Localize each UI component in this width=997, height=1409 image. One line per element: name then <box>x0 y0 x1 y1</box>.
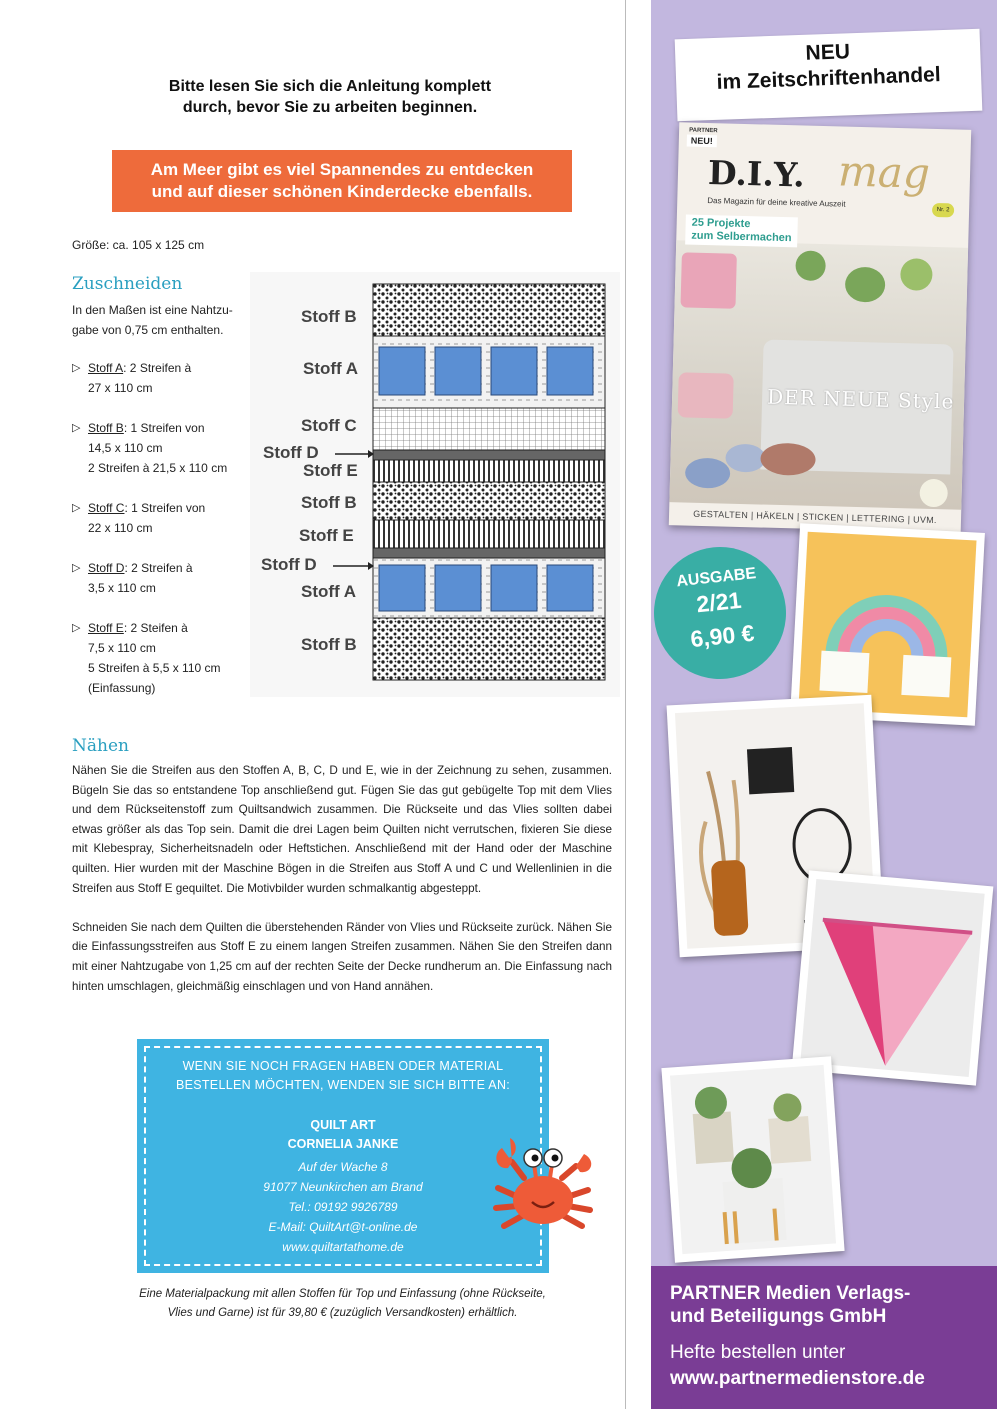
mag-title: D.I.Y. <box>707 153 806 195</box>
zuschneiden-intro-line-1: In den Maßen ist eine Nahtzu- <box>72 303 233 317</box>
diagram-label: Stoff D <box>263 443 319 462</box>
cutting-item-stoff-c <box>72 498 247 538</box>
mag-tagline: Das Magazin für deine kreative Auszeit <box>707 196 846 209</box>
plants-image <box>670 1065 836 1254</box>
rainbow-image <box>798 532 976 718</box>
cutting-item-stoff-e <box>72 618 247 698</box>
diagram-label: Stoff D <box>261 555 317 574</box>
strip-stoff-c <box>373 408 605 450</box>
intro-line-2: durch, bevor Sie zu arbeiten beginnen. <box>182 99 478 116</box>
neu-line-1: NEU <box>805 40 851 65</box>
cutting-item-name: Stoff C <box>88 501 125 515</box>
contact-header-line-1: WENN SIE NOCH FRAGEN HABEN ODER MATERIAL <box>182 1059 504 1073</box>
quilt-layout-diagram <box>250 272 620 697</box>
new-issue-banner <box>675 29 983 122</box>
mag-projects-line-1: 25 Projekte <box>691 216 751 231</box>
shawl-image <box>800 879 984 1077</box>
photo-rainbow <box>790 523 985 725</box>
publisher-box <box>651 1266 997 1409</box>
contact-city: 91077 Neunkirchen am Brand <box>263 1180 423 1194</box>
square-top-4 <box>547 347 593 395</box>
diagram-label: Stoff C <box>301 416 357 435</box>
heading-naehen: Nähen <box>72 736 129 756</box>
magazine-cover[interactable] <box>669 122 971 533</box>
contact-header-line-2: BESTELLEN MÖCHTEN, WENDEN SIE SICH BITTE AN: <box>175 1078 511 1092</box>
cutting-item-line: : 2 Steifen à <box>123 621 188 635</box>
contact-company: QUILT ART <box>310 1118 376 1132</box>
square-top-1 <box>379 347 425 395</box>
cutting-list <box>72 358 247 718</box>
zuschneiden-intro-line-2: gabe von 0,75 cm enthalten. <box>72 323 224 337</box>
teaser-banner <box>112 150 572 212</box>
strip-stoff-d-top <box>373 450 605 460</box>
cutting-item-name: Stoff E <box>88 621 124 635</box>
issue-label: AUSGABE <box>675 565 757 591</box>
diagram-label: Stoff E <box>303 461 358 480</box>
diagram-label: Stoff E <box>299 526 354 545</box>
zuschneiden-intro <box>72 300 247 340</box>
contact-header <box>137 1057 549 1095</box>
cutting-item-line: : 1 Streifen von <box>124 501 206 515</box>
square-bottom-4 <box>547 565 593 611</box>
banner-line-1: Am Meer gibt es viel Spannendes zu entdecken <box>150 160 534 179</box>
mag-projects-line-2: zum Selbermachen <box>691 229 792 245</box>
photo-shawl <box>792 870 994 1085</box>
footnote-line-2: Vlies und Garne) ist für 39,80 € (zuzüglich Versandkosten) erhältlich. <box>167 1307 518 1319</box>
contact-website[interactable]: www.quiltartathome.de <box>282 1240 404 1254</box>
diagram-label: Stoff B <box>301 307 357 326</box>
issue-price: 6,90 € <box>689 619 756 653</box>
publisher-line-1: PARTNER Medien Verlags- <box>670 1283 911 1304</box>
mag-title-script: mag <box>837 146 931 198</box>
mag-projects-label <box>685 214 798 247</box>
triangle-bullet-icon: ▷ <box>72 422 81 434</box>
footnote-line-1: Eine Materialpackung mit allen Stoffen für Top und Einfassung (ohne Rückseite, <box>139 1288 546 1300</box>
order-text: Hefte bestellen unter <box>670 1342 846 1363</box>
square-top-2 <box>435 347 481 395</box>
photo-plants-inner <box>670 1065 836 1254</box>
strip-stoff-e-top <box>373 460 605 482</box>
cutting-item-line: : 2 Streifen à <box>124 561 193 575</box>
strip-stoff-b-bottom <box>373 618 605 680</box>
heading-zuschneiden: Zuschneiden <box>72 274 183 294</box>
order-url-link[interactable]: www.partnermedienstore.de <box>670 1368 925 1389</box>
cutting-item-stoff-d <box>72 558 247 598</box>
cutting-item-name: Stoff B <box>88 421 124 435</box>
triangle-bullet-icon: ▷ <box>72 622 81 634</box>
cutting-item-stoff-a <box>72 358 247 398</box>
contact-phone: Tel.: 09192 9926789 <box>288 1200 398 1214</box>
photo-shawl-inner <box>800 879 984 1077</box>
naehen-text <box>72 761 612 1016</box>
size-info: Größe: ca. 105 x 125 cm <box>72 238 205 252</box>
crab-illustration <box>488 1128 598 1236</box>
banner-line-2: und auf dieser schönen Kinderdecke ebenfalls. <box>151 182 533 201</box>
strip-stoff-b-middle <box>373 482 605 520</box>
strip-stoff-e-bottom <box>373 520 605 548</box>
contact-email[interactable]: E-Mail: QuiltArt@t-online.de <box>268 1220 418 1234</box>
contact-person: CORNELIA JANKE <box>287 1137 399 1151</box>
square-top-3 <box>491 347 537 395</box>
cutting-item-line: 27 x 110 cm <box>88 381 153 395</box>
cutting-item-line: 2 Streifen à 21,5 x 110 cm <box>88 461 228 475</box>
intro-line-1: Bitte lesen Sie sich die Anleitung komplett <box>168 78 492 95</box>
neu-line-2: im Zeitschriftenhandel <box>716 63 941 94</box>
cutting-item-line: 22 x 110 cm <box>88 521 153 535</box>
column-divider <box>625 0 626 1409</box>
mag-pillow <box>678 372 734 418</box>
issue-number: 2/21 <box>695 586 743 618</box>
diagram-label: Stoff B <box>301 493 357 512</box>
strip-stoff-b-top <box>373 284 605 336</box>
publisher-line-2: und Beteiligungs GmbH <box>670 1306 887 1327</box>
material-pack-note <box>100 1285 585 1323</box>
photo-rainbow-inner <box>798 532 976 718</box>
cutting-item-line: : 2 Streifen à <box>123 361 192 375</box>
mag-stool <box>680 252 736 308</box>
photo-plants <box>661 1056 844 1262</box>
cutting-item-line: 5 Streifen à 5,5 x 110 cm <box>88 661 221 675</box>
mag-style-text: DER NEUE Style <box>766 384 955 414</box>
contact-street: Auf der Wache 8 <box>298 1160 388 1174</box>
publisher-name <box>670 1282 910 1328</box>
cutting-item-line: (Einfassung) <box>88 681 156 695</box>
diagram-label: Stoff A <box>303 359 359 378</box>
naehen-paragraph-1: Nähen Sie die Streifen aus den Stoffen A, B, C, D und E, wie in der Zeichnung zu sehen, zusammen. Bügeln Sie das so entstandene Top anschließend gut. Fügen Sie das gut gebügelte Top mit dem Vlies und dem Rückseitenstoff zum Quiltsandwich zusammen. Die Rückseite und das Vlies sollten dabei etwas größer als das Top sein. Damit die drei Lagen beim Quilten nicht verrutschen, fixieren Sie diese mit Klebespray, Sicherheitsnadeln oder Heftstichen. Anschließend mit der Hand oder der Maschine quilten. Hier wurden mit der Maschine Bögen in die Streifen aus Stoff A und C und Wellenlinien in die Streifen aus Stoff E gequiltet. Die Motivbilder wurden schmalkantig abgesteppt. <box>72 764 612 895</box>
cutting-item-line: : 1 Streifen von <box>123 421 205 435</box>
cutting-item-line: 14,5 x 110 cm <box>88 441 163 455</box>
diagram-label: Stoff A <box>301 582 357 601</box>
triangle-bullet-icon: ▷ <box>72 562 81 574</box>
square-bottom-2 <box>435 565 481 611</box>
mag-issue-badge: Nr. 2 <box>932 203 954 218</box>
naehen-paragraph-2: Schneiden Sie nach dem Quilten die überstehenden Ränder von Vlies und Rückseite zurück. Nähen Sie die Einfassungsstreifen aus Stoff E zu einem langen Streifen zusammen. Nähen Sie den Streifen dann mit einer Nahtzugabe von 1,25 cm auf der rechten Seite der Decke rundherum an. Die Einfassung nach hinten umschlagen, gleichmäßig einschlagen und von Hand annähen. <box>72 920 612 993</box>
mag-new-badge: NEU! <box>687 134 717 147</box>
triangle-bullet-icon: ▷ <box>72 502 81 514</box>
cutting-item-line: 7,5 x 110 cm <box>88 641 156 655</box>
strip-stoff-d-bottom <box>373 548 605 558</box>
mag-footer: GESTALTEN | HÄKELN | STICKEN | LETTERING | UVM. <box>693 508 937 526</box>
square-bottom-1 <box>379 565 425 611</box>
cutting-item-stoff-b <box>72 418 247 478</box>
square-bottom-3 <box>491 565 537 611</box>
intro-text <box>110 76 550 118</box>
mag-publisher: PARTNER <box>689 127 718 135</box>
cutting-item-line: 3,5 x 110 cm <box>88 581 156 595</box>
diagram-label: Stoff B <box>301 635 357 654</box>
cutting-item-name: Stoff D <box>88 561 125 575</box>
triangle-bullet-icon: ▷ <box>72 362 81 374</box>
cutting-item-name: Stoff A <box>88 361 124 375</box>
